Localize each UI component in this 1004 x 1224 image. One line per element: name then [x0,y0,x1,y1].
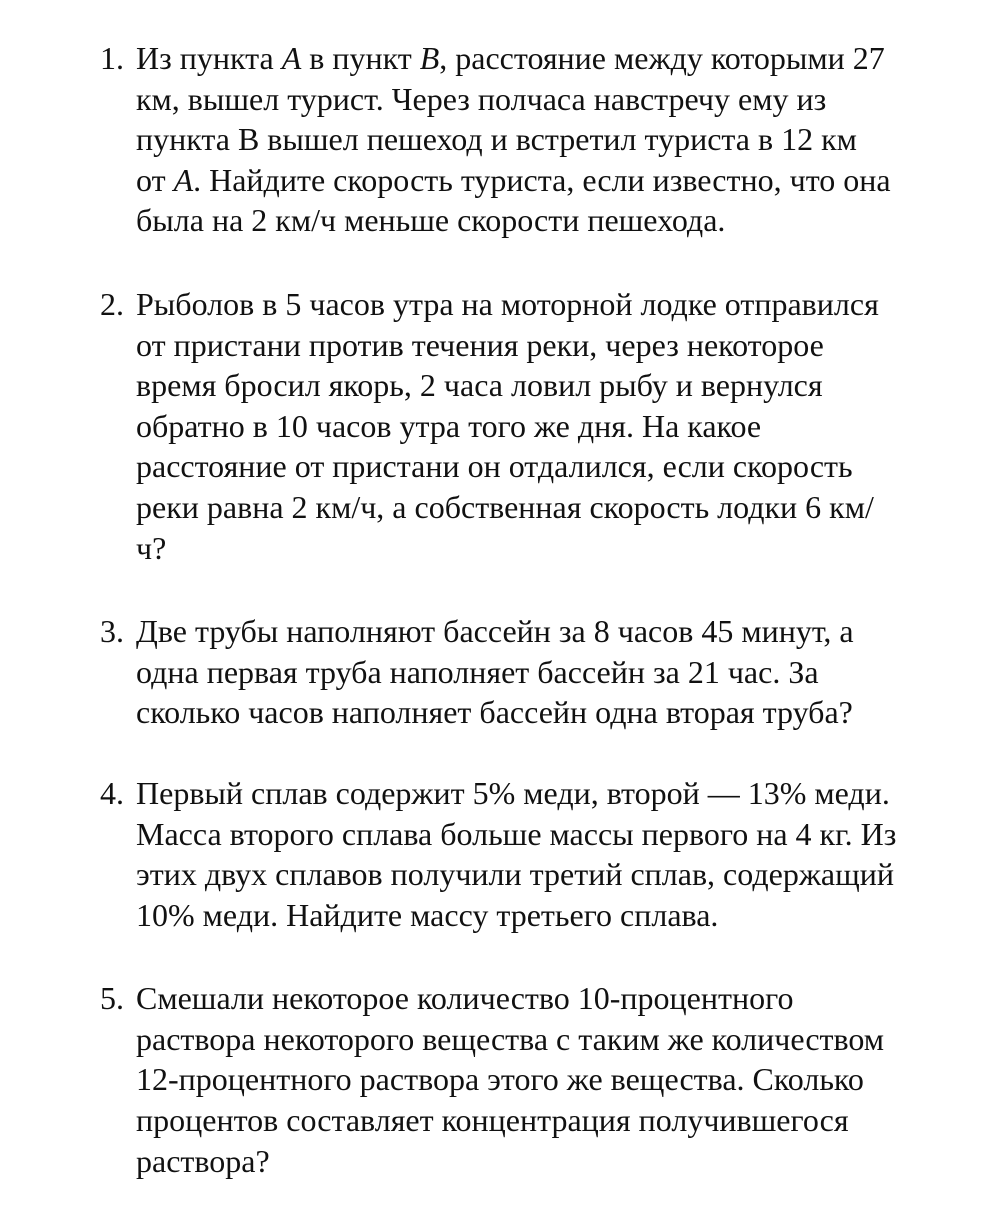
problem-list [100,38,980,1224]
problem-text-line: пункта B вышел пешеход и встретил туриста в 12 км [136,121,857,158]
problem-text-line: раствора? [136,1142,270,1179]
problem-1 [100,38,980,241]
problem-text-line: была на 2 км/ч меньше скорости пешехода. [136,202,726,239]
problem-3 [100,611,980,733]
problem-text-line: км, вышел турист. Через полчаса навстречу ему из [136,80,827,117]
point-label: B [419,40,440,76]
problem-text-line: Смешали некоторое количество 10-процентного [136,980,794,1017]
problem-4 [100,773,980,935]
problem-text-line: раствора некоторого вещества с таким же количеством [136,1020,885,1057]
problem-text-line: от пристани против течения реки, через некоторое [136,326,824,363]
problem-number: 3. [100,613,124,650]
problem-text-line: Масса второго сплава больше массы первого на 4 кг. Из [136,815,897,852]
problem-text-line: от A. Найдите скорость туриста, если известно, что она [136,161,891,198]
problem-text-line: расстояние от пристани он отдалился, если скорость [136,448,853,485]
problem-text-line: обратно в 10 часов утра того же дня. На какое [136,407,762,444]
problem-text-line: 12-процентного раствора этого же вещества. Сколько [136,1061,864,1098]
problem-text-line: реки равна 2 км/ч, а собственная скорость лодки 6 км/ [136,488,874,525]
problem-2 [100,284,980,568]
problem-number: 2. [100,285,124,322]
problem-text-line: ч? [136,529,167,566]
problem-text-line: Из пункта A в пункт B, расстояние между которыми 27 [136,40,885,76]
problem-text-line: одна первая труба наполняет бассейн за 21 час. За [136,653,819,690]
problem-text-line: Первый сплав содержит 5% меди, второй — 13% меди. [136,774,890,811]
problem-number: 4. [100,774,124,811]
problem-text-line: процентов составляет концентрация получившегося [136,1102,849,1139]
problem-text-line: 10% меди. Найдите массу третьего сплава. [136,896,719,933]
problem-text-line: сколько часов наполняет бассейн одна вторая труба? [136,694,853,731]
problem-number: 1. [100,40,124,76]
problem-text-line: этих двух сплавов получили третий сплав, содержащий [136,856,895,893]
problem-text-line: Две трубы наполняют бассейн за 8 часов 45 минут, а [136,613,854,650]
point-label: A [281,40,302,76]
point-label: A [173,161,194,198]
problem-text-line: время бросил якорь, 2 часа ловил рыбу и вернулся [136,367,823,404]
problem-text-line: Рыболов в 5 часов утра на моторной лодке отправился [136,285,879,322]
problem-5 [100,978,980,1181]
problem-number: 5. [100,980,124,1017]
